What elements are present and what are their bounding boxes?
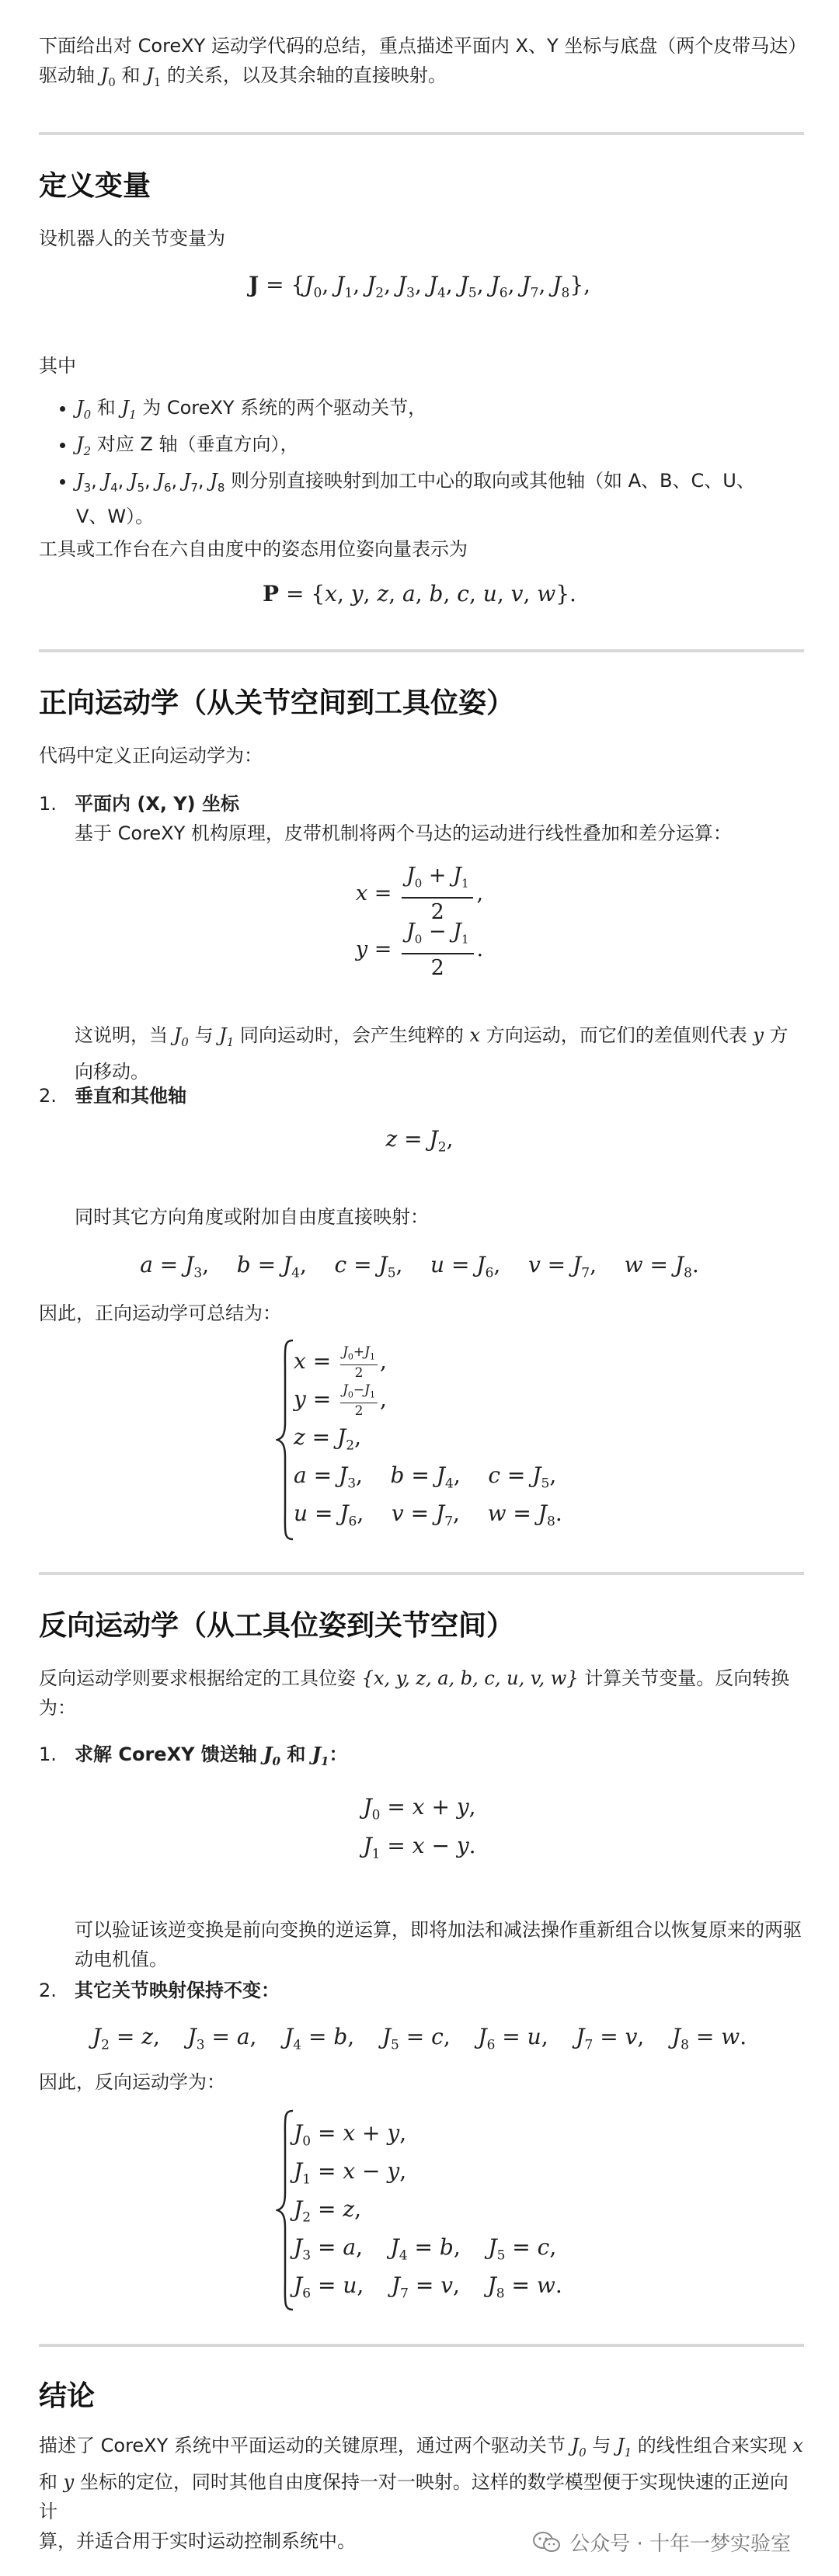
intro-paragraph xyxy=(39,31,807,97)
section-forward-title: 正向运动学（从关节空间到工具位姿） xyxy=(39,687,515,719)
divider xyxy=(39,2344,804,2347)
pose-intro: 工具或工作台在六自由度中的姿态用位姿向量表示为 xyxy=(39,538,468,560)
forward-map-equation: $a = J_3$, $b = J_4$, $c = J_5$, $u = J_6$, $v = J_7$, $w = J_8$. xyxy=(140,1252,699,1281)
define-bullet-list xyxy=(39,393,804,531)
inverse-item-2-number: 2. xyxy=(39,1980,57,2001)
forward-item-1-number: 1. xyxy=(39,793,57,815)
inverse-item-1-note: 可以验证该逆变换是前向变换的逆运算，即将加法和减法操作重新组合以恢复原来的两驱 动电机值。 xyxy=(75,1919,802,1970)
pose-vector-equation: P = {x, y, z, a, b, c, u, v, w}. xyxy=(263,581,576,607)
watermark xyxy=(532,2528,791,2557)
bullet-j3-j8: • $J_3$, $J_4$, $J_5$, $J_6$, $J_7$, $J_8$ 则分别直接映射到加工中心的取向或其他轴（如 A、B、C、U、 V、W）。 xyxy=(76,466,804,532)
divider xyxy=(39,1572,804,1575)
intro-line-1: 下面给出对 CoreXY 运动学代码的总结，重点描述平面内 X、Y 坐标与底盘（两个皮带马达） xyxy=(39,35,807,57)
divider xyxy=(39,132,804,135)
inverse-cases: $J_0 = x + y$, $J_1 = x - y$, $J_2 = z$, $J_3 = a$, $J_4 = b$, $J_5 = c$, $J_6 = u$, $J_7 = v$, $J_8 = w$. xyxy=(294,2120,562,2302)
section-conclusion-title: 结论 xyxy=(39,2380,96,2412)
inverse-item-1-number: 1. xyxy=(39,1743,57,1765)
watermark-text: 公众号 · 十年一梦实验室 xyxy=(569,2533,791,2556)
conclusion-paragraph: 描述了 CoreXY 系统中平面运动的关键原理，通过两个驱动关节 $J_0$ 与 $J_1$ 的线性组合来实现 x 和 y 坐标的定位，同时其他自由度保持一对一映射。这样的数学模型便于实现快速的正逆向计 算，并适合用于实时运动控制系统中。 xyxy=(39,2435,803,2552)
forward-item-1: 平面内 (X, Y) 坐标 基于 CoreXY 机构原理，皮带机制将两个马达的运动进行线性叠加和差分运算： xyxy=(75,793,732,844)
forward-summary: 因此，正向运动学可总结为： xyxy=(39,1302,281,1324)
forward-intro: 代码中定义正向运动学为： xyxy=(39,745,263,767)
inverse-j0-j1-equations: $J_0 = x + y$, $J_1 = x - y$. xyxy=(363,1794,476,1862)
inverse-map-equation: $J_2 = z$, $J_3 = a$, $J_4 = b$, $J_5 = c$, $J_6 = u$, $J_7 = v$, $J_8 = w$. xyxy=(92,2024,747,2053)
inverse-summary: 因此，反向运动学为： xyxy=(39,2071,225,2093)
forward-item-2-note: 同时其它方向角度或附加自由度直接映射： xyxy=(75,1206,429,1228)
intro-line-2: 驱动轴 $J_0$ 和 $J_1$ 的关系，以及其余轴的直接映射。 xyxy=(39,64,447,89)
section-inverse-title: 反向运动学（从工具位姿到关节空间） xyxy=(39,1610,515,1642)
bullet-j0-j1: • $J_0$ 和 $J_1$ 为 CoreXY 系统的两个驱动关节， xyxy=(76,393,804,429)
forward-cases: x = $\frac{J_0+J_1}{2}$ , y = $\frac{J_0-J_1}{2}$ , $z = J_2$, $a = J_3$, $b = J_4$, $c = J_5$, $u = J_6$, $v = J_7$, $w = J_8$. xyxy=(294,1344,562,1530)
forward-xy-equations: x = $\frac{J_0 + J_1}{2}$ , y = $\frac{J_0 - J_1}{2}$ . xyxy=(355,864,484,981)
divider xyxy=(39,649,804,652)
forward-item-2-number: 2. xyxy=(39,1085,57,1107)
forward-z-equation: $z = J_2$, xyxy=(385,1126,454,1156)
where-label: 其中 xyxy=(39,355,76,377)
inverse-intro: 反向运动学则要求根据给定的工具位姿 {x, y, z, a, b, c, u, v, w} 计算关节变量。反向转换 为： xyxy=(39,1667,790,1719)
joint-vector-equation: $J = \{J_0$, $J_1$, $J_2$, $J_3$, $J_4$, $J_5$, $J_6$, $J_7$, $J_8$}, xyxy=(248,272,591,301)
inverse-item-2-title: 其它关节映射保持不变： xyxy=(75,1980,280,2001)
forward-item-2-title: 垂直和其他轴 xyxy=(75,1085,186,1107)
joint-intro: 设机器人的关节变量为 xyxy=(39,228,225,249)
bullet-j2: • $J_2$ 对应 Z 轴（垂直方向）， xyxy=(76,429,804,466)
inverse-item-1-title: 求解 CoreXY 馈送轴 $J_0$ 和 $J_1$： xyxy=(75,1743,348,1768)
forward-item-1-note: 这说明，当 $J_0$ 与 $J_1$ 同向运动时，会产生纯粹的 x 方向运动，而它们的差值则代表 y 方 向移动。 xyxy=(75,1024,789,1083)
wechat-icon xyxy=(532,2531,562,2554)
section-define-title: 定义变量 xyxy=(39,170,151,202)
